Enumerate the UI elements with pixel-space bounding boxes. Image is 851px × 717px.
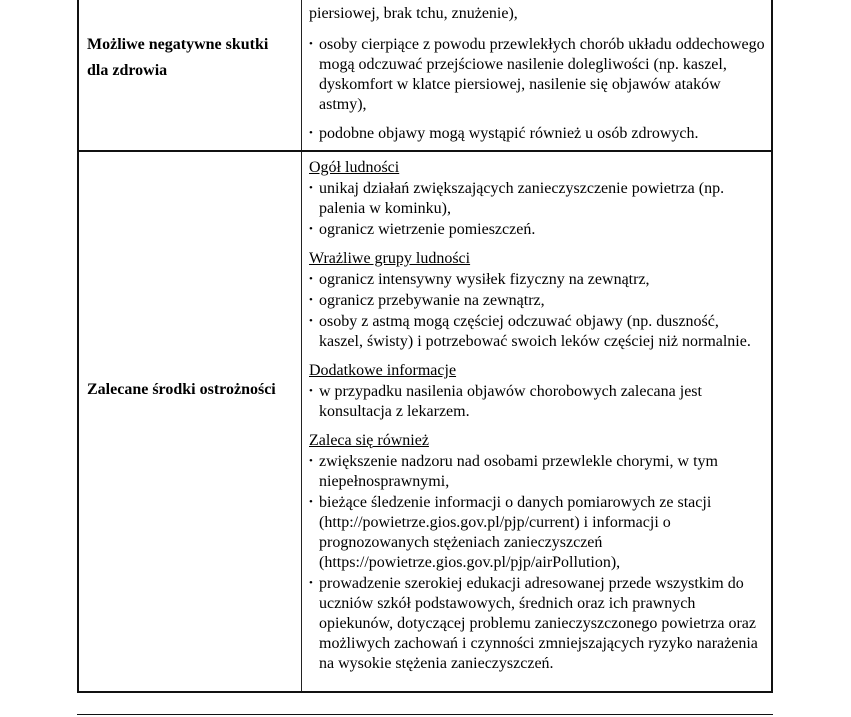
list-item: • osoby z astmą mogą częściej odczuwać objawy (np. duszność, kaszel, świsty) i potrzebować swoich leków częściej niż normalnie.	[309, 311, 765, 352]
bullet-list	[309, 269, 765, 352]
section-heading: Ogół ludności	[309, 159, 400, 176]
section-also-recommended	[309, 431, 765, 674]
list-item: • w przypadku nasilenia objawów chorobowych zalecana jest konsultacja z lekarzem.	[309, 381, 765, 422]
list-item: • podobne objawy mogą wystąpić również u osób zdrowych.	[309, 123, 765, 144]
bullet-list	[309, 178, 765, 240]
row-label-precautions: Zalecane środki ostrożności	[87, 381, 276, 398]
list-item: • prowadzenie szerokiej edukacji adresowanej przede wszystkim do uczniów szkół podstawowych, średnich oraz ich prawnych opiekunów, dotyczącej problemu zanieczyszczonego powietrza oraz możliwych zachowań i czynności zmniejszających ryzyko narażenia na wysokie stężenia zanieczyszczeń.	[309, 573, 765, 674]
table-row-health-effects	[79, 0, 771, 152]
list-item: • ogranicz wietrzenie pomieszczeń.	[309, 219, 765, 240]
bullet-list	[309, 123, 765, 144]
section-heading: Zaleca się również	[309, 432, 429, 449]
list-item: • zwiększenie nadzoru nad osobami przewlekle chorymi, w tym niepełnosprawnymi,	[309, 451, 765, 492]
list-item: • osoby cierpiące z powodu przewlekłych chorób układu oddechowego mogą odczuwać przejściowe nasilenie dolegliwości (np. kaszel, dyskomfort w klatce piersiowej, nasilenie się objawów ataków astmy),	[309, 34, 765, 115]
list-item: • ogranicz intensywny wysiłek fizyczny na zewnątrz,	[309, 269, 765, 290]
label-cell	[79, 0, 302, 150]
health-info-table	[77, 0, 773, 693]
label-cell	[79, 152, 302, 691]
list-item: • unikaj działań zwiększających zanieczyszczenie powietrza (np. palenia w kominku),	[309, 178, 765, 219]
list-item: • bieżące śledzenie informacji o danych pomiarowych ze stacji (http://powietrze.gios.gov.pl/pjp/current) i informacji o prognozowanych stężeniach zanieczyszczeń (https://powietrze.gios.gov.pl/pjp/airPollution),	[309, 492, 765, 573]
list-item: • ogranicz przebywanie na zewnątrz,	[309, 290, 765, 311]
bullet-list	[309, 381, 765, 422]
content-cell	[302, 0, 771, 150]
table-row-precautions	[79, 152, 771, 691]
continued-text: piersiowej, brak tchu, znużenie),	[309, 5, 518, 22]
section-additional-info	[309, 361, 765, 422]
page-separator-line	[77, 714, 773, 715]
section-heading: Dodatkowe informacje	[309, 362, 457, 379]
bullet-list	[309, 34, 765, 115]
section-general-population	[309, 158, 765, 240]
row-label-health-effects: Możliwe negatywne skutki dla zdrowia	[87, 36, 269, 79]
bullet-list	[309, 451, 765, 674]
content-cell	[302, 152, 771, 691]
section-heading: Wrażliwe grupy ludności	[309, 250, 471, 267]
section-sensitive-groups	[309, 249, 765, 352]
